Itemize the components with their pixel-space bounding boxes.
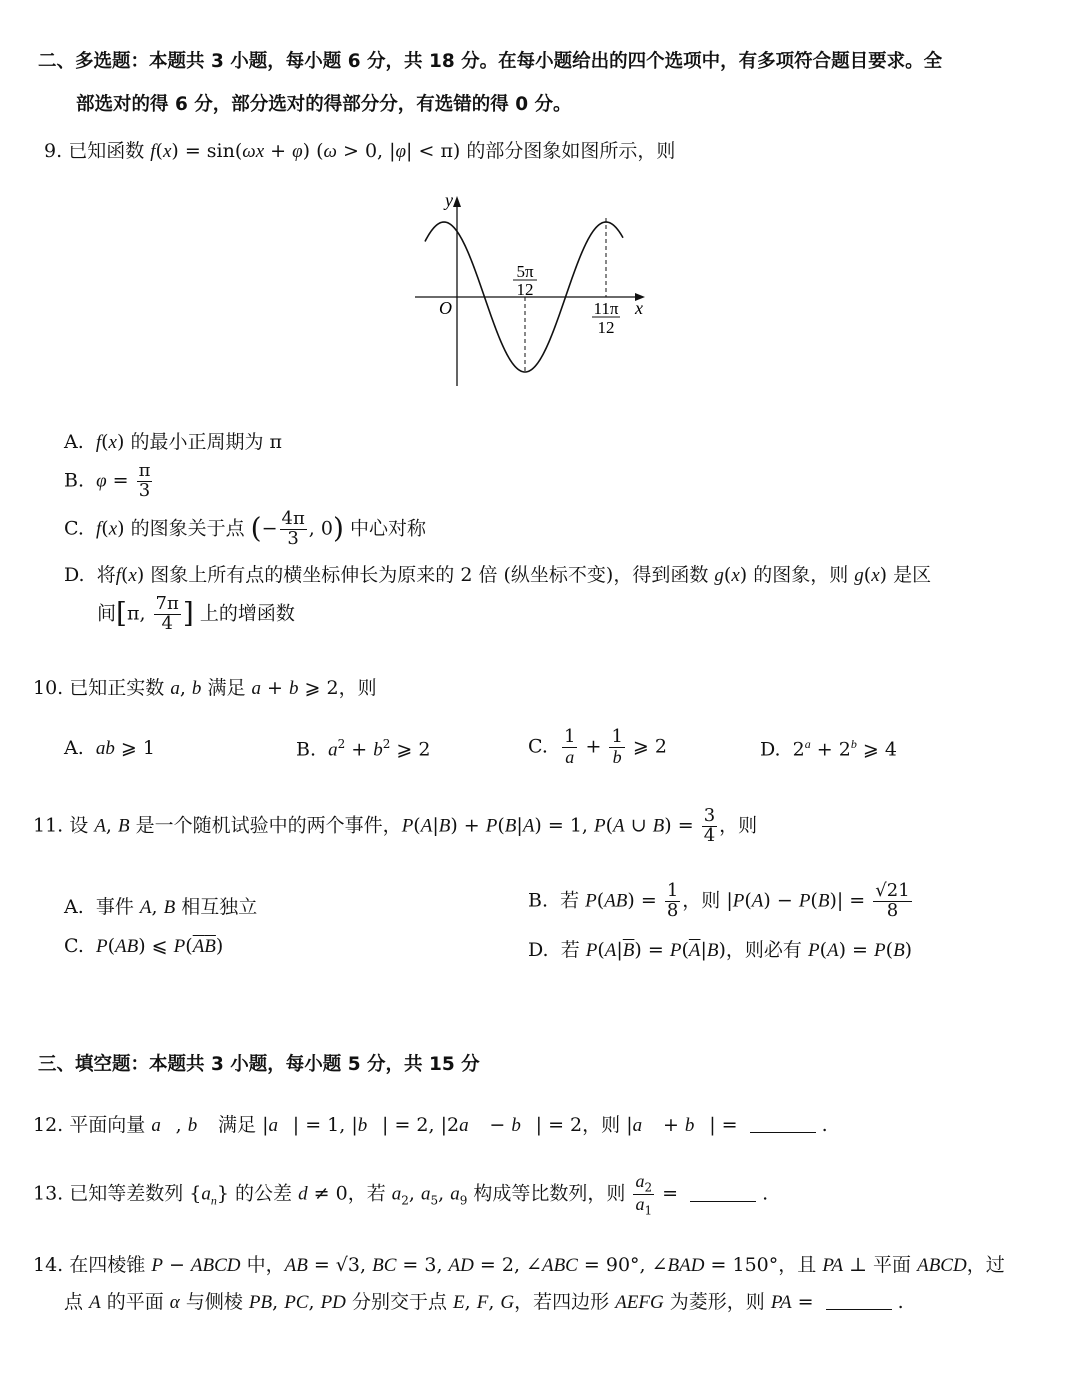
y-axis-label: y bbox=[445, 190, 453, 210]
q13-stem: 13. 已知等差数列 $\{a_n\}$ 的公差 d ≠ 0，若 $a_2$, $a_5$, $a_9$ 构成等比数列，则 $\frac{a_2}{a_1}$ = . bbox=[33, 1171, 769, 1218]
q9-option-d-line2: 间[π, $\frac{7\pi}{4}$ ] 上的增函数 bbox=[97, 593, 295, 634]
q12-text-b: 满足 bbox=[218, 1114, 257, 1136]
q11-stem: 11. 设 A, B 是一个随机试验中的两个事件，P(A|B) + P(B|A) = 1, P(A ∪ B) = $\frac{3}{4}$ ，则 bbox=[33, 805, 758, 846]
q11-option-a: A. 事件 A, B 相互独立 bbox=[64, 896, 258, 918]
q11-option-a-text: 事件 bbox=[95, 896, 134, 918]
q11-option-b-text: 若 bbox=[560, 889, 580, 912]
q9-option-d-text-b: 图象上所有点的横坐标伸长为原来的 2 倍 (纵坐标不变)，得到函数 bbox=[150, 564, 709, 586]
q9-option-d-text-e: 间 bbox=[97, 602, 117, 625]
q9-option-d-line1: D. 将f(x) 图象上所有点的横坐标伸长为原来的 2 倍 (纵坐标不变)，得到函数 g(x) 的图象，则 g(x) 是区 bbox=[64, 564, 932, 586]
origin-label: O bbox=[439, 298, 452, 318]
tick-5pi-12-num: 5π bbox=[516, 262, 534, 281]
q11-stem-a: 11. 设 bbox=[33, 814, 89, 837]
q11-option-d: D. 若 $P(A|\overline{B}) = P(\overline{A}|B)$，则必有 P(A) = P(B) bbox=[528, 939, 913, 961]
q14-text-c: ，且 bbox=[778, 1254, 817, 1276]
q12-stem: 12. 平面向量 a⃗, b⃗ 满足 |a⃗| = 1, |b⃗| = 2, |2a⃗ − b⃗| = 2，则 |a⃗ + b⃗| = . bbox=[33, 1114, 828, 1136]
q12-text-a: 12. 平面向量 bbox=[33, 1114, 146, 1136]
q9-option-c: C. f(x) 的图象关于点 (− $\frac{4\pi}{3}$ , 0) 中心对称 bbox=[64, 508, 426, 549]
q14-line2: 点 A 的平面 α 与侧棱 PB, PC, PD 分别交于点 E, F, G，若四边形 AEFG 为菱形，则 PA = . bbox=[64, 1291, 904, 1313]
q14-line1: 14. 在四棱锥 P − ABCD 中，AB = √3, BC = 3, AD = 2, ∠ABC = 90°, ∠BAD = 150°，且 PA ⊥ 平面 ABCD，过 bbox=[33, 1254, 1005, 1276]
q14-text-e: ，过 bbox=[966, 1254, 1005, 1276]
q9-option-d-text-a: 将 bbox=[96, 564, 116, 586]
x-axis-label: x bbox=[635, 298, 643, 318]
q13-text-d: 构成等比数列，则 bbox=[473, 1182, 626, 1205]
q10-stem-a: 10. 已知正实数 bbox=[33, 677, 165, 699]
q9-stem-text-b: 的部分图象如图所示，则 bbox=[466, 140, 676, 162]
q13-text-a: 13. 已知等差数列 bbox=[33, 1182, 184, 1205]
q10-option-c: C. $\frac{1}{a}$ + $\frac{1}{b}$ ⩾ 2 bbox=[528, 726, 667, 767]
q10-stem-b: 满足 bbox=[207, 677, 246, 699]
q9-option-d-text-d: 是区 bbox=[893, 564, 932, 586]
q14-text-a: 14. 在四棱锥 bbox=[33, 1254, 146, 1276]
section3-header: 三、填空题：本题共 3 小题，每小题 5 分，共 15 分 bbox=[38, 1054, 480, 1075]
q13-answer-blank[interactable] bbox=[690, 1201, 756, 1202]
section2-header-line1: 二、多选题：本题共 3 小题，每小题 6 分，共 18 分。在每小题给出的四个选项中，有多项符合题目要求。全 bbox=[38, 51, 943, 72]
q9-option-c-text2: 中心对称 bbox=[349, 517, 426, 540]
q9-option-a-text: 的最小正周期为 π bbox=[130, 431, 282, 453]
q14-text-d: 平面 bbox=[873, 1254, 912, 1276]
y-axis-arrow bbox=[453, 196, 461, 207]
q11-option-d-text: 若 bbox=[560, 939, 580, 961]
q14-text-j: ，若四边形 bbox=[514, 1291, 610, 1313]
q11-stem-c: ，则 bbox=[719, 814, 758, 837]
q9-option-c-text1: 的图象关于点 bbox=[130, 517, 245, 540]
q14-text-b: 中， bbox=[246, 1254, 285, 1276]
q9-option-b: B. φ = $\frac{\pi}{3}$ bbox=[64, 460, 151, 501]
q10-stem-c: ，则 bbox=[338, 677, 377, 699]
q11-option-b: B. 若 P(AB) = $\frac{1}{8}$ ，则 |P(A) − P(B)| = $\frac{√21}{8}$ bbox=[528, 880, 910, 921]
q9-stem: 9. 已知函数 f(x) = sin(ωx + φ) (ω > 0, |φ| < π) 的部分图象如图所示，则 bbox=[44, 140, 676, 162]
q11-stem-b: 是一个随机试验中的两个事件， bbox=[135, 814, 402, 837]
q13-text-c: ，若 bbox=[347, 1182, 386, 1205]
q10-stem: 10. 已知正实数 a, b 满足 a + b ⩾ 2，则 bbox=[33, 677, 377, 699]
q11-option-a-text2: 相互独立 bbox=[181, 896, 258, 918]
q9-option-d-text-c: 的图象，则 bbox=[753, 564, 849, 586]
q14-text-h: 与侧棱 bbox=[185, 1291, 243, 1313]
q9-stem-text-a: 已知函数 bbox=[68, 140, 145, 162]
q11-option-d-text2: ，则必有 bbox=[725, 939, 802, 961]
q14-text-g: 的平面 bbox=[106, 1291, 164, 1313]
q14-text-k: 为菱形，则 bbox=[669, 1291, 765, 1313]
q9-option-a: A. f(x) 的最小正周期为 π bbox=[64, 431, 282, 453]
q10-option-a: A. ab ⩾ 1 bbox=[64, 737, 155, 759]
q12-text-c: ，则 bbox=[582, 1114, 621, 1136]
q12-answer-blank[interactable] bbox=[750, 1132, 816, 1133]
q9-option-d-text-f: 上的增函数 bbox=[199, 602, 295, 625]
tick-11pi-12-den: 12 bbox=[597, 318, 615, 337]
q14-text-i: 分别交于点 bbox=[351, 1291, 447, 1313]
q10-option-d: D. $2^a + 2^b$ ⩾ 4 bbox=[760, 737, 897, 761]
q9-number: 9. bbox=[44, 140, 63, 162]
tick-5pi-12-den: 12 bbox=[516, 280, 534, 299]
q13-text-b: 的公差 bbox=[235, 1182, 293, 1205]
tick-11pi-12-num: 11π bbox=[593, 299, 619, 318]
q14-text-f: 点 bbox=[64, 1291, 84, 1313]
q11-option-c: C. P(AB) ⩽ $P(\overline{A}\overline{B})$ bbox=[64, 935, 224, 957]
q10-option-b: B. $a^2 + b^2$ ⩾ 2 bbox=[296, 737, 431, 761]
section2-header-line2: 部选对的得 6 分，部分选对的得部分分，有选错的得 0 分。 bbox=[76, 94, 572, 115]
q9-sine-graph bbox=[405, 188, 665, 393]
q14-answer-blank[interactable] bbox=[826, 1309, 892, 1310]
q11-option-b-text2: ，则 bbox=[682, 889, 721, 912]
